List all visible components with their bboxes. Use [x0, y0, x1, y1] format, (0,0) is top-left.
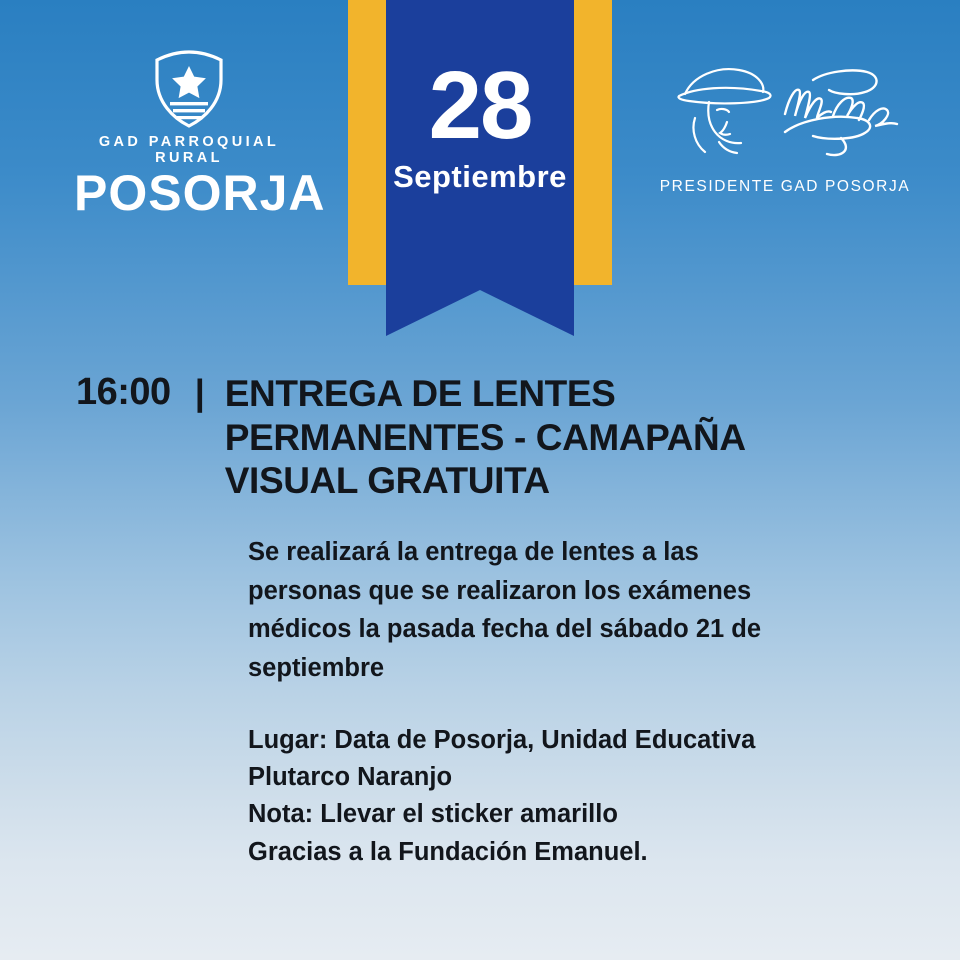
event-header — [0, 372, 960, 503]
event-description: Se realizará la entrega de lentes a las personas que se realizaron los exámenes médicos la pasada fecha del sábado 21 de septiembre — [248, 537, 762, 683]
event-section — [0, 372, 960, 871]
ribbon-day: 28 — [428, 52, 532, 159]
organization-logo — [74, 50, 326, 221]
president-caption: PRESIDENTE GAD POSORJA — [659, 178, 911, 195]
ribbon-yellow-right — [574, 0, 612, 285]
event-details — [248, 722, 900, 871]
organization-name: POSORJA — [74, 165, 326, 221]
ribbon-yellow-left — [348, 0, 386, 285]
event-body — [0, 533, 960, 871]
event-detail-line: Plutarco Naranjo — [248, 763, 453, 792]
event-detail-line: Gracias a la Fundación Emanuel. — [248, 837, 648, 866]
event-detail-line: Nota: Llevar el sticker amarillo — [248, 800, 618, 829]
ribbon-month: Septiembre — [393, 159, 567, 195]
event-separator: | — [194, 372, 205, 413]
date-ribbon — [386, 52, 574, 195]
event-title: ENTREGA DE LENTES PERMANENTES - CAMAPAÑA VISUAL GRATUITA — [224, 373, 745, 502]
organization-subtitle: GAD PARROQUIAL RURAL — [98, 134, 280, 166]
president-signature-block — [655, 58, 915, 196]
man-with-hat-signature-icon — [655, 58, 915, 168]
event-detail-line: Lugar: Data de Posorja, Unidad Educativa — [248, 725, 756, 754]
shield-star-icon — [74, 50, 304, 128]
event-time: 16:00 — [76, 371, 171, 413]
